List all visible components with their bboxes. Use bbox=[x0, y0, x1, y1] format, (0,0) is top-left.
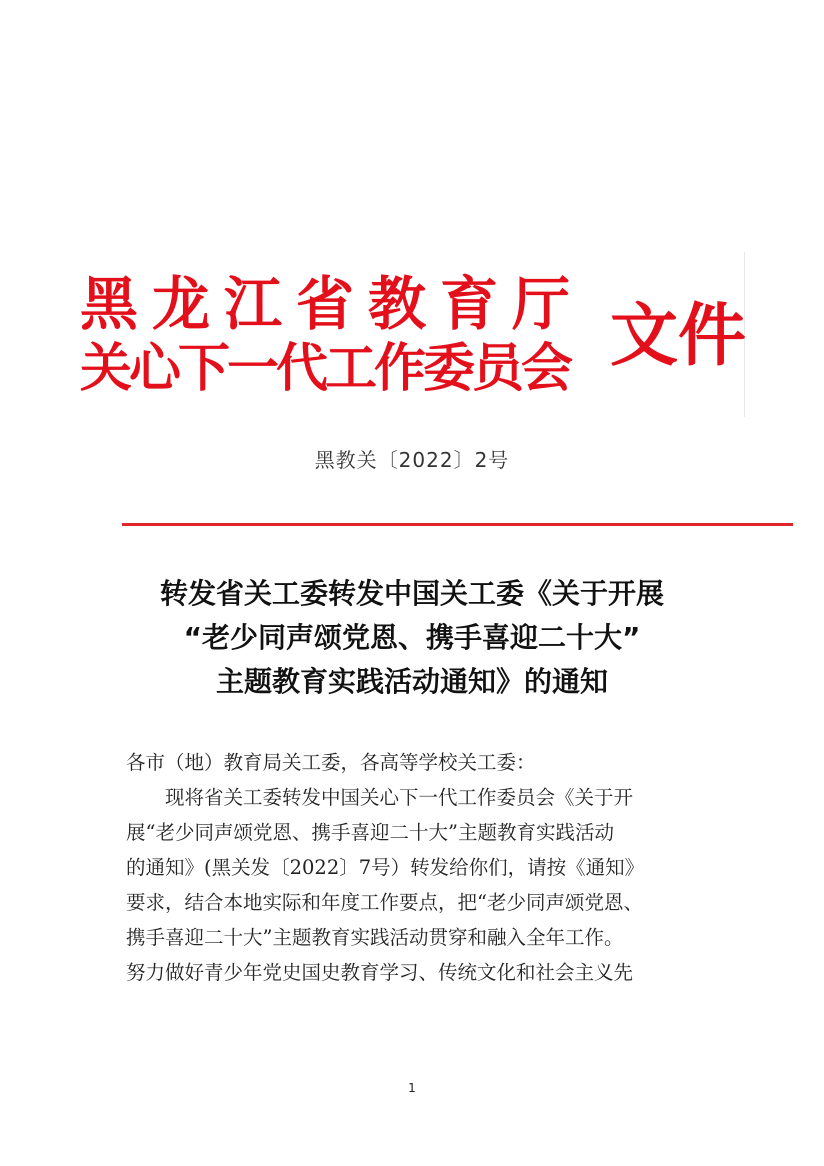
document-title bbox=[60, 572, 764, 704]
paragraph-line: 展“老少同声颂党恩、携手喜迎二十大”主题教育实践活动 bbox=[126, 821, 614, 844]
letterhead bbox=[80, 270, 750, 410]
letterhead-org-line2: 关心下一代工作委员会 bbox=[80, 338, 571, 399]
red-divider-rule bbox=[122, 523, 793, 526]
paragraph-line: 现将省关工委转发中国关心下一代工作委员会《关于开 bbox=[165, 786, 634, 809]
paragraph-line: 要求，结合本地实际和年度工作要点，把“老少同声颂党恩、 bbox=[126, 891, 643, 914]
title-line-1: 转发省关工委转发中国关工委《关于开展 bbox=[159, 577, 664, 610]
document-body bbox=[126, 745, 706, 990]
salutation: 各市（地）教育局关工委，各高等学校关工委： bbox=[126, 751, 536, 774]
title-line-3: 主题教育实践活动通知》的通知 bbox=[215, 665, 608, 698]
page-number: 1 bbox=[408, 1081, 416, 1095]
letterhead-org-line1: 黑龙江省教育厅 bbox=[80, 270, 585, 338]
paragraph-line: 的通知》(黑关发〔2022〕7号）转发给你们，请按《通知》 bbox=[126, 856, 645, 879]
title-line-2: “老少同声颂党恩、携手喜迎二十大” bbox=[183, 621, 641, 654]
paragraph-line: 携手喜迎二十大”主题教育实践活动贯穿和融入全年工作。 bbox=[126, 926, 624, 949]
paragraph-line: 努力做好青少年党史国史教育学习、传统文化和社会主义先 bbox=[126, 961, 634, 984]
document-number: 黑教关〔2022〕2号 bbox=[314, 448, 510, 472]
letterhead-suffix: 文件 bbox=[610, 296, 747, 376]
